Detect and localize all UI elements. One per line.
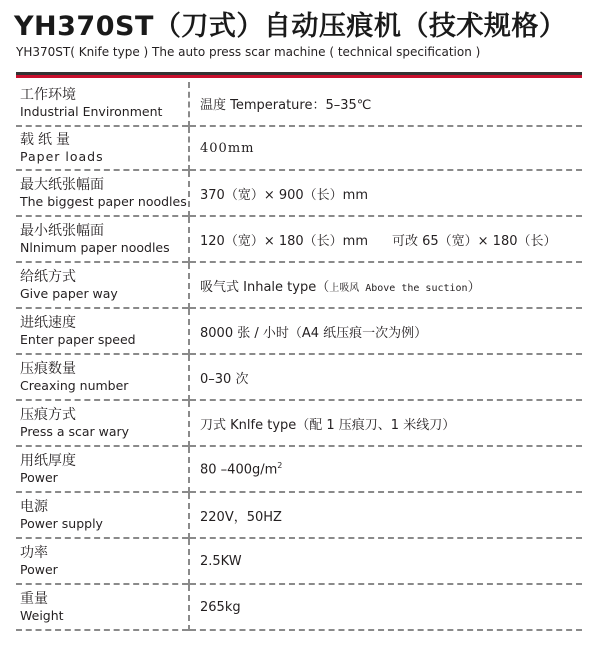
table-row	[16, 400, 582, 446]
label-en: The biggest paper noodles	[20, 193, 187, 209]
header-accent-rule	[16, 75, 582, 78]
row-value: 220V，50HZ	[200, 509, 282, 525]
value-tail: ）	[467, 279, 481, 295]
label-zh: 载纸量	[20, 131, 74, 148]
label-en: Industrial Environment	[20, 104, 163, 119]
label-zh: 给纸方式	[20, 268, 76, 285]
row-label	[16, 262, 189, 308]
label-en: Power	[20, 469, 58, 485]
label-zh: 进纸速度	[20, 314, 76, 331]
table-row	[16, 262, 582, 308]
row-label	[16, 82, 189, 126]
row-value: 265kg	[200, 599, 241, 615]
table-row	[16, 82, 582, 126]
table-row	[16, 216, 582, 262]
table-row	[16, 308, 582, 354]
row-label	[16, 170, 189, 216]
label-en: Nlnimum paper noodles	[20, 239, 170, 255]
label-zh: 最大纸张幅面	[20, 176, 104, 193]
label-zh: 功率	[20, 544, 48, 561]
table-row	[16, 584, 582, 630]
label-en: Press a scar wary	[20, 423, 130, 439]
table-row	[16, 354, 582, 400]
row-label	[16, 446, 189, 492]
value-main: 120（宽）× 180（长）mm	[200, 233, 368, 249]
label-en: Creaxing number	[20, 377, 129, 393]
label-en: Give paper way	[20, 285, 118, 301]
row-label	[16, 126, 189, 170]
value-main: 吸气式 Inhale type（	[200, 279, 330, 295]
row-value: 0–30 次	[200, 371, 249, 387]
label-zh: 重量	[20, 590, 48, 607]
table-row	[16, 492, 582, 538]
row-label	[16, 584, 189, 630]
row-value	[189, 216, 582, 262]
row-label	[16, 308, 189, 354]
row-value: 400mm	[200, 140, 255, 156]
value-extra: 可改 65（宽）× 180（长）	[391, 233, 557, 249]
label-en: Paper loads	[20, 148, 104, 164]
row-label	[16, 216, 189, 262]
row-label	[16, 538, 189, 584]
label-zh: 压痕方式	[20, 406, 76, 423]
row-value: 2.5KW	[200, 553, 242, 569]
label-en: Power supply	[20, 515, 103, 531]
value-superscript: 2	[277, 460, 283, 470]
row-value: 8000 张 / 小时（A4 纸压痕一次为例）	[200, 325, 428, 341]
table-row	[16, 126, 582, 170]
row-label	[16, 492, 189, 538]
label-en: Power	[20, 561, 58, 577]
row-label	[16, 354, 189, 400]
page-subtitle: YH370ST( Knife type ) The auto press scar machine ( technical specification )	[16, 45, 481, 59]
row-value	[189, 262, 582, 308]
label-en: Enter paper speed	[20, 331, 136, 347]
table-row	[16, 170, 582, 216]
label-zh: 工作环境	[20, 87, 76, 103]
row-value: 370（宽）× 900（长）mm	[200, 187, 368, 203]
label-zh: 最小纸张幅面	[20, 222, 104, 239]
table-row	[16, 538, 582, 584]
label-zh: 用纸厚度	[20, 452, 76, 469]
label-zh: 电源	[20, 498, 48, 515]
row-value: 刀式 Knlfe type（配 1 压痕刀、1 米线刀）	[200, 417, 456, 433]
value-note: 上吸风 Above the suction	[329, 282, 468, 294]
row-value	[189, 446, 582, 492]
label-en: Weight	[20, 607, 64, 623]
spec-table	[16, 82, 582, 631]
value-main: 80 –400g/m	[200, 462, 278, 478]
row-label	[16, 400, 189, 446]
table-row	[16, 446, 582, 492]
label-zh: 压痕数量	[20, 360, 76, 377]
row-value: 温度 Temperature：5–35℃	[200, 98, 372, 113]
page-title: YH370ST（刀式）自动压痕机（技术规格）	[14, 11, 567, 42]
